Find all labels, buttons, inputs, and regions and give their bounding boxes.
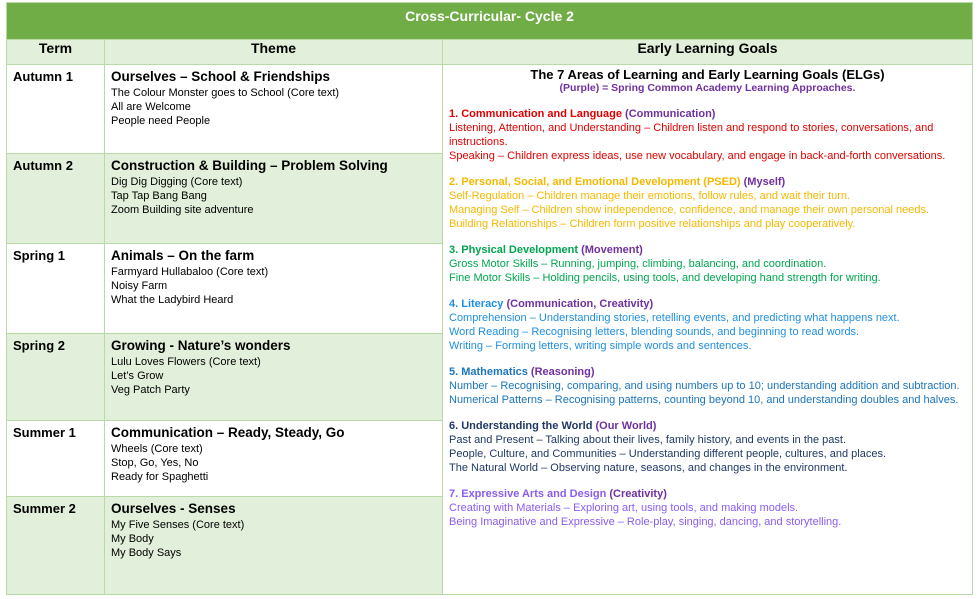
learning-area-name: 4. Literacy xyxy=(449,298,507,310)
learning-area xyxy=(449,487,966,529)
theme-cell xyxy=(105,244,443,334)
theme-title: Ourselves – School & Friendships xyxy=(111,69,331,84)
learning-area-heading xyxy=(449,175,966,189)
learning-approach: (Reasoning) xyxy=(530,366,595,378)
learning-approach: (Communication) xyxy=(625,108,716,120)
learning-goal: Being Imaginative and Expressive – Role-play, singing, dancing, and storytelling. xyxy=(449,516,842,528)
learning-area xyxy=(449,365,966,407)
document-title: Cross-Curricular- Cycle 2 xyxy=(7,3,973,40)
theme-title: Animals – On the farm xyxy=(111,248,255,263)
learning-goal: Comprehension – Understanding stories, retelling events, and predicting what happens next. xyxy=(449,312,900,324)
learning-goal: Creating with Materials – Exploring art, using tools, and making models. xyxy=(449,502,799,514)
theme-title: Growing - Nature’s wonders xyxy=(111,338,291,353)
learning-goal: People, Culture, and Communities – Understanding different people, cultures, and places. xyxy=(449,448,887,460)
theme-book: My Five Senses (Core text) xyxy=(111,519,245,531)
learning-area-name: 5. Mathematics xyxy=(449,366,531,378)
learning-area xyxy=(449,297,966,353)
title-row xyxy=(7,3,973,40)
learning-approach: (Movement) xyxy=(581,244,643,256)
theme-book: Stop, Go, Yes, No xyxy=(111,457,199,469)
learning-area-name: 3. Physical Development xyxy=(449,244,582,256)
elg-title: The 7 Areas of Learning and Early Learning Goals (ELGs) xyxy=(530,67,885,82)
theme-cell xyxy=(105,334,443,421)
learning-area-heading xyxy=(449,243,966,257)
learning-area-heading xyxy=(449,365,966,379)
theme-book: What the Ladybird Heard xyxy=(111,294,234,306)
term-cell: Summer 1 xyxy=(7,421,105,497)
term-cell: Summer 2 xyxy=(7,497,105,595)
theme-cell xyxy=(105,421,443,497)
term-cell: Spring 2 xyxy=(7,334,105,421)
table-row xyxy=(7,65,973,154)
theme-book: All are Welcome xyxy=(111,101,191,113)
curriculum-document xyxy=(6,2,972,596)
learning-goal: Past and Present – Talking about their lives, family history, and events in the past. xyxy=(449,434,847,446)
theme-book: Dig Dig Digging (Core text) xyxy=(111,176,243,188)
learning-approach: (Communication, Creativity) xyxy=(506,298,654,310)
learning-goal: The Natural World – Observing nature, seasons, and changes in the environment. xyxy=(449,462,848,474)
learning-goal: Gross Motor Skills – Running, jumping, climbing, balancing, and coordination. xyxy=(449,258,827,270)
theme-cell xyxy=(105,497,443,595)
learning-area-name: 6. Understanding the World xyxy=(449,420,596,432)
theme-cell xyxy=(105,65,443,154)
learning-approach: (Our World) xyxy=(595,420,657,432)
learning-area xyxy=(449,419,966,475)
learning-goal: Number – Recognising, comparing, and using numbers up to 10; understanding addition and subtraction. xyxy=(449,380,960,392)
learning-goal: Writing – Forming letters, writing simple words and sentences. xyxy=(449,340,752,352)
learning-area xyxy=(449,175,966,231)
theme-header: Theme xyxy=(105,40,443,65)
learning-goal: Self-Regulation – Children manage their emotions, follow rules, and wait their turn. xyxy=(449,190,851,202)
term-cell: Autumn 2 xyxy=(7,154,105,244)
theme-book: Farmyard Hullabaloo (Core text) xyxy=(111,266,269,278)
theme-book: Wheels (Core text) xyxy=(111,443,203,455)
theme-book: Zoom Building site adventure xyxy=(111,204,254,216)
elg-header: Early Learning Goals xyxy=(443,40,973,65)
elg-cell xyxy=(443,65,973,595)
theme-book: Noisy Farm xyxy=(111,280,168,292)
learning-area-heading xyxy=(449,419,966,433)
learning-area xyxy=(449,243,966,285)
learning-area-heading xyxy=(449,107,966,121)
elg-note: (Purple) = Spring Common Academy Learning Approaches. xyxy=(559,82,856,94)
theme-book: Tap Tap Bang Bang xyxy=(111,190,207,202)
learning-goal: Managing Self – Children show independence, confidence, and manage their own personal needs. xyxy=(449,204,930,216)
theme-title: Ourselves - Senses xyxy=(111,501,236,516)
theme-book: Let’s Grow xyxy=(111,370,164,382)
theme-title: Construction & Building – Problem Solving xyxy=(111,158,388,173)
theme-book: Lulu Loves Flowers (Core text) xyxy=(111,356,261,368)
theme-book: People need People xyxy=(111,115,211,127)
learning-area-heading xyxy=(449,487,966,501)
learning-approach: (Myself) xyxy=(743,176,786,188)
learning-goal: Building Relationships – Children form positive relationships and play cooperatively. xyxy=(449,218,856,230)
theme-book: Ready for Spaghetti xyxy=(111,471,209,483)
learning-area-name: 2. Personal, Social, and Emotional Development (PSED) xyxy=(449,176,744,188)
theme-book: The Colour Monster goes to School (Core text) xyxy=(111,87,340,99)
theme-book: Veg Patch Party xyxy=(111,384,190,396)
theme-book: My Body Says xyxy=(111,547,182,559)
learning-goal: Word Reading – Recognising letters, blending sounds, and beginning to read words. xyxy=(449,326,860,338)
learning-area-heading xyxy=(449,297,966,311)
theme-title: Communication – Ready, Steady, Go xyxy=(111,425,345,440)
term-cell: Autumn 1 xyxy=(7,65,105,154)
learning-goal: Listening, Attention, and Understanding – Children listen and respond to stories, conversations, and instructions. xyxy=(449,122,934,148)
theme-cell xyxy=(105,154,443,244)
term-header: Term xyxy=(7,40,105,65)
learning-approach: (Creativity) xyxy=(609,488,667,500)
curriculum-table xyxy=(6,2,973,595)
theme-book: My Body xyxy=(111,533,154,545)
learning-area xyxy=(449,107,966,163)
learning-goal: Numerical Patterns – Recognising patterns, counting beyond 10, and understanding doubles and halves. xyxy=(449,394,959,406)
learning-goal: Speaking – Children express ideas, use new vocabulary, and engage in back-and-forth conversations. xyxy=(449,150,946,162)
term-rows xyxy=(7,65,973,595)
learning-area-name: 7. Expressive Arts and Design xyxy=(449,488,610,500)
learning-goal: Fine Motor Skills – Holding pencils, using tools, and developing hand strength for writing. xyxy=(449,272,881,284)
learning-area-name: 1. Communication and Language xyxy=(449,108,626,120)
header-row xyxy=(7,40,973,65)
term-cell: Spring 1 xyxy=(7,244,105,334)
